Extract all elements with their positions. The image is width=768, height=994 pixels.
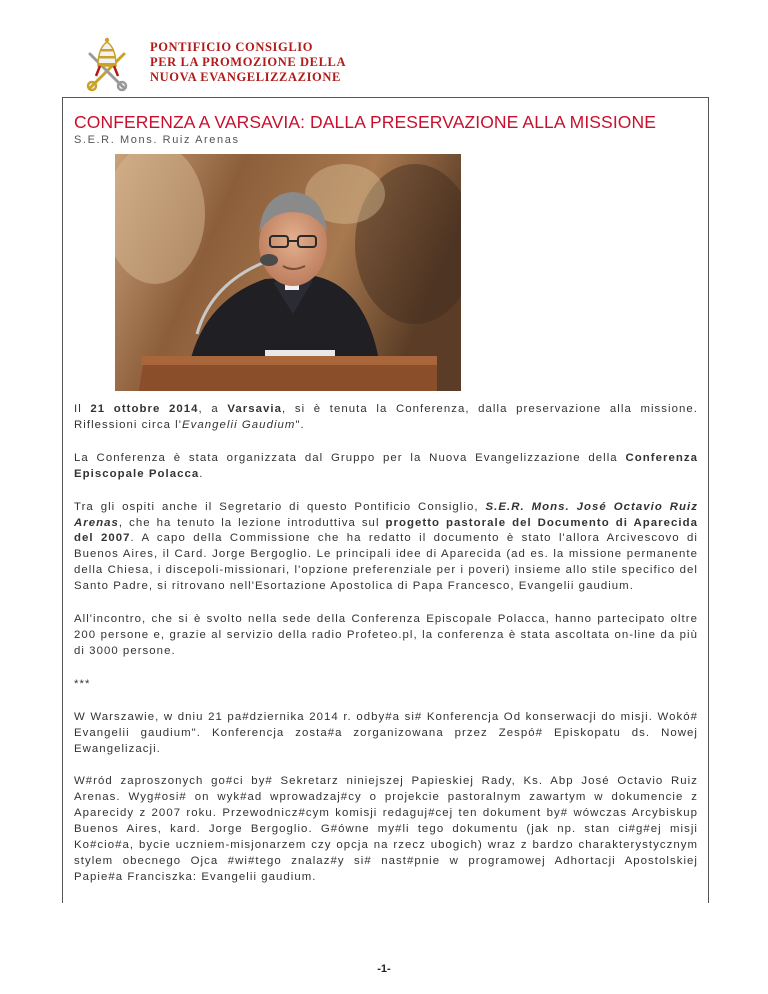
lecture-topic: progetto pastorale del Documento di Aparecida del 2007 [74,516,698,545]
organizer-name: Conferenza Episcopale Polacca [74,451,698,480]
page-header [84,36,384,92]
organization-name [150,40,346,85]
org-line-2: PER LA PROMOZIONE DELLA [150,55,347,69]
event-place: Varsavia [227,403,283,415]
document-title: Evangelii Gaudium [182,418,296,431]
paragraph-3: Tra gli ospiti anche il Segretario di questo Pontificio Consiglio, S.E.R. Mons. José Octavio Ruiz Arenas, che ha tenuto la lezione introduttiva sul progetto pastorale del Documento di Aparecida del 2007. A capo della Commissione che ha redatto il documento è stato l'allora Arcivescovo di Buenos Aires, il Card. Jorge Bergoglio. Le principali idee di Aparecida (ad es. la missione permanente della Chiesa, i discepoli-missionari, l'opzione preferenziale per i poveri) insieme allo stile specifico del Santo Padre, si ritrovano nell'Esortazione Apostolica di Papa Francesco, Evangelii gaudium. [74,500,698,593]
article-photo [115,154,461,391]
secretary-name: S.E.R. Mons. José Octavio Ruiz Arenas [74,500,698,529]
event-date: 21 ottobre 2014 [90,403,199,415]
section-separator: *** [74,677,91,690]
paragraph-1: Il 21 ottobre 2014, a Varsavia, si è tenuta la Conferenza, dalla preservazione alla missione. Riflessioni circa l'Evangelii Gaudium". [74,403,699,431]
org-line-3: NUOVA EVANGELIZZAZIONE [150,70,341,84]
org-line-1: PONTIFICIO CONSIGLIO [150,40,314,54]
article-frame [62,97,709,903]
paragraph-6: W#ród zaproszonych go#ci by# Sekretarz niniejszej Papieskiej Rady, Ks. Abp José Octavio Ruiz Arenas. Wyg#osi# on wyk#ad wprowadzaj#cy o projekcie pastoralnym zawartym w dokumencie z Aparecidy z 2007 roku. Przewodnicz#cym komisji redaguj#cej ten dokument by# wówczas Arcybiskup Buenos Aires, kard. Jorge Bergoglio. G#ówne my#li tego dokumentu (jak np. stan ci#g#ej misji Ko#cio#a, bycie uczniem-misjonarzem czy opcja na rzecz ubogich) wraz z bardzo charakterystycznym stylem obecnego Ojca #wi#tego znalaz#y si# nast#pnie w programowej Adhortacji Apostolskiej Papie#a Franciszka: Evangelii gaudium. [74,775,698,883]
papal-keys-tiara-icon [84,36,130,92]
article-author: S.E.R. Mons. Ruiz Arenas [74,134,240,146]
article-title: CONFERENZA A VARSAVIA: DALLA PRESERVAZIONE ALLA MISSIONE [74,112,657,132]
paragraph-2: La Conferenza è stata organizzata dal Gruppo per la Nuova Evangelizzazione della Conferenza Episcopale Polacca. [74,451,698,480]
page-number: -1- [377,963,391,975]
paragraph-5: W Warszawie, w dniu 21 pa#dziernika 2014 r. odby#a si# Konferencja Od konserwacji do misji. Wokó# Evangelii gaudium". Konferencja zosta#a zorganizowana przez Zespó# Episkopatu ds. Nowej Ewangelizacji. [74,710,698,755]
paragraph-4: All'incontro, che si è svolto nella sede della Conferenza Episcopale Polacca, hanno partecipato oltre 200 persone e, grazie al servizio della radio Profeteo.pl, la conferenza è stata ascoltata on-line da più di 3000 persone. [74,613,698,657]
article-body [74,402,698,903]
